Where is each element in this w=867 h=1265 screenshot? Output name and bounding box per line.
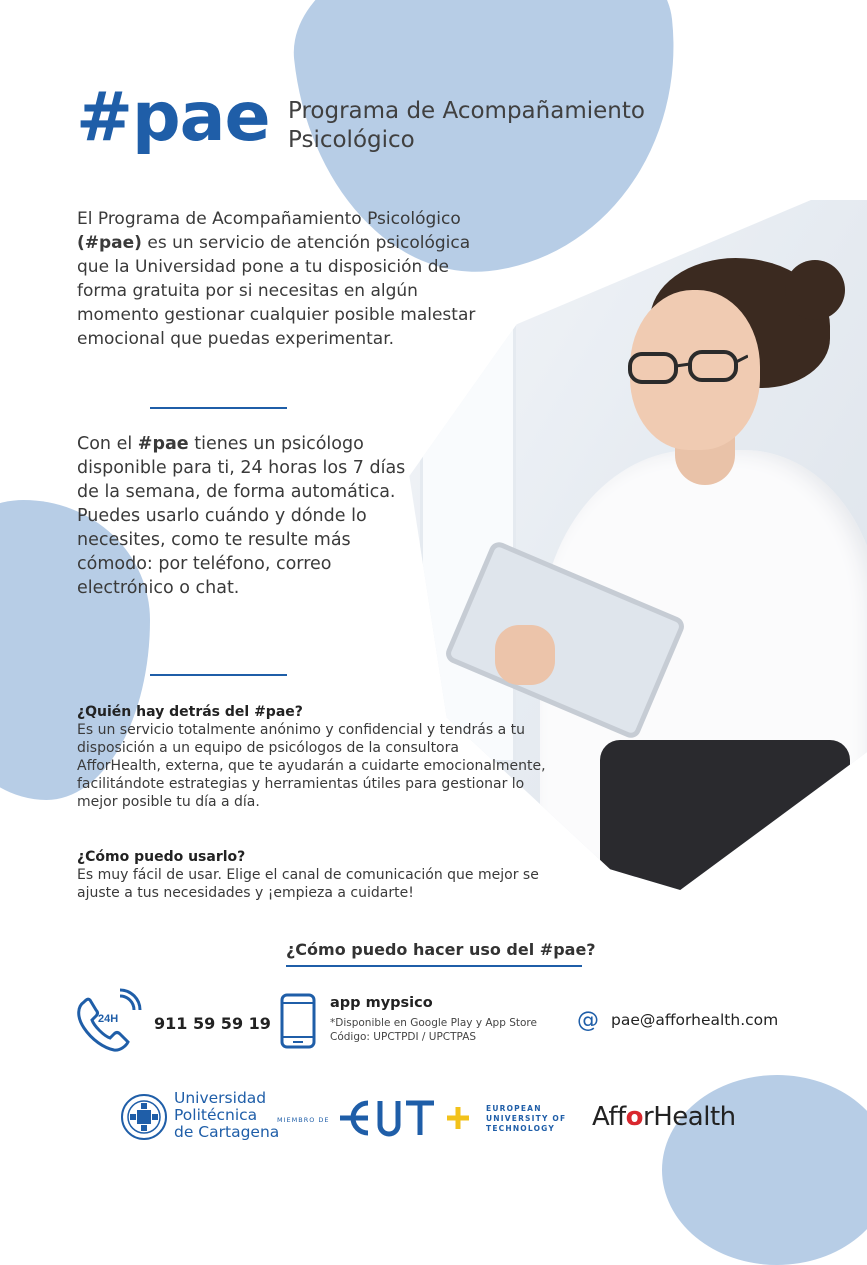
faq-answer: Es muy fácil de usar. Elige el canal de comunicación que mejor se ajuste a tus necesidades y ¡empieza a cuidarte!	[77, 867, 539, 901]
upct-name: Universidad Politécnica de Cartagena	[174, 1089, 280, 1141]
title-line-2: Psicológico	[288, 127, 415, 153]
divider	[286, 965, 582, 967]
smartphone-icon	[280, 993, 316, 1049]
divider	[150, 407, 287, 409]
phone-24h-icon	[74, 988, 146, 1054]
title-line-1: Programa de Acompañamiento	[288, 98, 645, 124]
page-title	[288, 97, 645, 155]
eut-logo	[338, 1095, 478, 1141]
faq-item	[77, 703, 547, 811]
phone-number[interactable]: 911 59 59 19	[154, 1014, 271, 1033]
upct-seal-logo	[120, 1093, 168, 1141]
contact-section-title: ¿Cómo puedo hacer uso del #pae?	[286, 940, 596, 959]
app-availability-note: *Disponible en Google Play y App Store Código: UPCTPDI / UPCTPAS	[330, 1017, 537, 1043]
pae-logo: #pae	[76, 78, 270, 157]
divider	[150, 674, 287, 676]
eut-name: EUROPEAN UNIVERSITY OF TECHNOLOGY	[486, 1104, 567, 1133]
member-of-label: MIEMBRO DE	[277, 1116, 330, 1124]
email-address[interactable]: pae@afforhealth.com	[611, 1011, 779, 1029]
svg-text:24H: 24H	[98, 1013, 119, 1025]
faq-item	[77, 848, 547, 902]
app-name[interactable]: app mypsico	[330, 995, 433, 1011]
faq-answer: Es un servicio totalmente anónimo y confidencial y tendrás a tu disposición a un equipo de psicólogos de la consultora AfforHealth, externa, que te ayudarán a cuidarte emocionalmente, facilitándote estrategias y herramientas útiles para gestionar lo mejor posible tu día a día.	[77, 722, 546, 810]
email-at-icon: @	[577, 1008, 599, 1033]
availability-paragraph: Con el #pae tienes un psicólogo disponible para ti, 24 horas los 7 días de la semana, de forma automática. Puedes usarlo cuándo y dónde lo necesites, como te resulte más cómodo: por teléfono, correo electrónico o chat.	[77, 434, 406, 598]
afforhealth-logo: AfforHealth	[592, 1102, 736, 1132]
intro-paragraph: El Programa de Acompañamiento Psicológico (#pae) es un servicio de atención psicológica que la Universidad pone a tu disposición de forma gratuita por si necesitas en algún momento gestionar cualquier posible malestar emocional que puedas experimentar.	[77, 209, 476, 349]
faq-question: ¿Quién hay detrás del #pae?	[77, 704, 303, 720]
faq-question: ¿Cómo puedo usarlo?	[77, 849, 246, 865]
